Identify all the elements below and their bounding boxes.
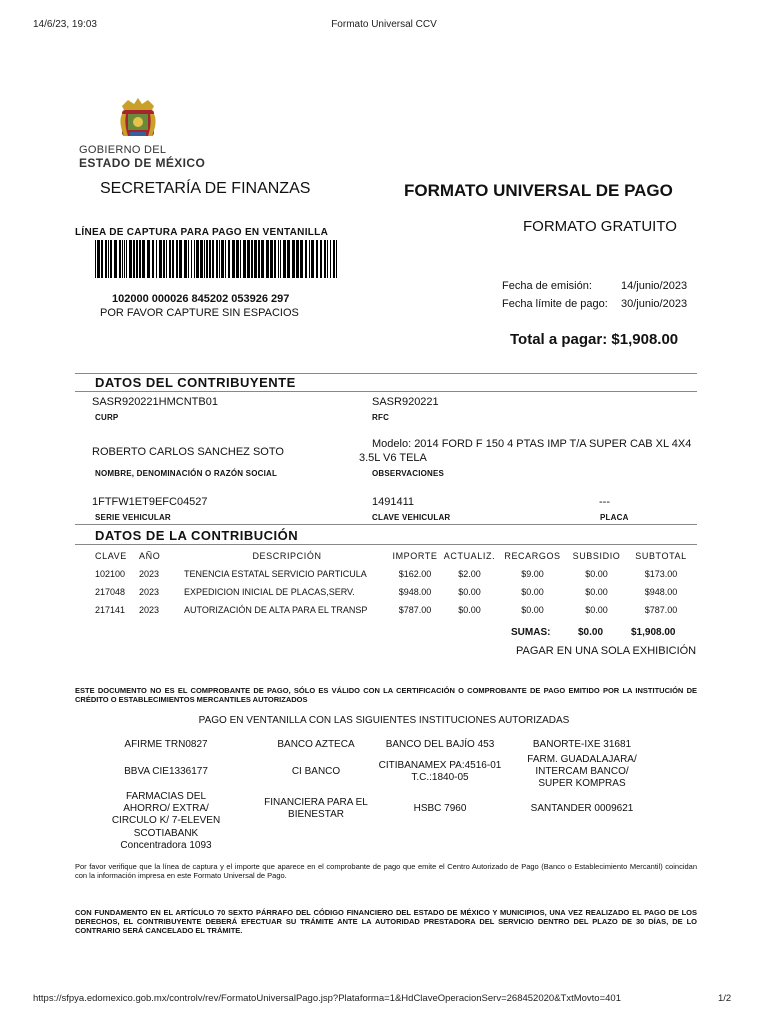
col-header-subsidio: SUBSIDIO — [572, 551, 621, 561]
curp-label: CURP — [95, 413, 119, 422]
observaciones-label: OBSERVACIONES — [372, 469, 445, 478]
observaciones-line1: Modelo: 2014 FORD F 150 4 PTAS IMP T/A SUPER CAB XL 4X4 — [372, 438, 692, 450]
placa-value: --- — [599, 496, 610, 508]
cell-recargos: $9.00 — [521, 569, 544, 579]
table-row — [95, 583, 695, 601]
institucion-financiera-bienestar — [246, 797, 386, 821]
contribucion-section-title: DATOS DE LA CONTRIBUCIÓN — [95, 528, 299, 543]
cell-subtotal: $787.00 — [644, 605, 678, 615]
col-header-importe: IMPORTE — [392, 551, 438, 561]
serie-vehicular-value: 1FTFW1ET9EFC04527 — [92, 496, 208, 508]
sumas-label: SUMAS: — [511, 627, 551, 638]
col-header-actualiz: ACTUALIZ. — [443, 551, 496, 561]
cell-anio: 2023 — [139, 569, 160, 579]
col-header-subtotal: SUBTOTAL — [635, 551, 687, 561]
cell-recargos: $0.00 — [521, 605, 544, 615]
total-a-pagar: Total a pagar: $1,908.00 — [510, 331, 679, 348]
linea-captura-title: LÍNEA DE CAPTURA PARA PAGO EN VENTANILLA — [75, 227, 329, 238]
cell-anio: 2023 — [139, 605, 160, 615]
cell-subtotal: $948.00 — [644, 587, 678, 597]
cell-subtotal: $173.00 — [644, 569, 678, 579]
col-header-descripcion: DESCRIPCIÓN — [252, 551, 322, 561]
scotiabank-line1: SCOTIABANK — [133, 828, 199, 839]
fecha-emision-label: Fecha de emisión: — [502, 280, 592, 292]
section-divider — [75, 391, 697, 392]
rfc-label: RFC — [372, 413, 390, 422]
cell-clave: 217141 — [95, 605, 126, 615]
barcode — [95, 240, 341, 278]
cell-subsidio: $0.00 — [585, 569, 608, 579]
table-header-row — [95, 547, 695, 565]
institucion-azteca: BANCO AZTECA — [277, 739, 355, 750]
instituciones-title: PAGO EN VENTANILLA CON LAS SIGUIENTES INSTITUCIONES AUTORIZADAS — [198, 715, 570, 726]
cell-importe: $787.00 — [398, 605, 432, 615]
table-row — [95, 565, 695, 583]
cell-actualiz: $0.00 — [458, 587, 481, 597]
cell-subsidio: $0.00 — [585, 587, 608, 597]
cell-importe: $948.00 — [398, 587, 432, 597]
scotiabank-line2: Concentradora 1093 — [120, 840, 212, 851]
sumas-subtotal: $1,908.00 — [631, 627, 676, 638]
placa-label: PLACA — [600, 513, 629, 522]
cell-importe: $162.00 — [398, 569, 432, 579]
aviso-comprobante: ESTE DOCUMENTO NO ES EL COMPROBANTE DE PAGO, SÓLO ES VÁLIDO CON LA CERTIFICACIÓN O COMPROBANTE DE PAGO EMITIDO POR LA INSTITUCIÓN DE CRÉDITO O ESTABLECIMIENTOS MERCANTILES AUTORIZADOS — [75, 686, 697, 704]
clave-vehicular-value: 1491411 — [372, 496, 415, 508]
cell-actualiz: $2.00 — [458, 569, 481, 579]
institucion-hsbc: HSBC 7960 — [413, 803, 467, 814]
table-row — [95, 601, 695, 619]
institucion-santander: SANTANDER 0009621 — [530, 803, 634, 814]
fundamento-notice: CON FUNDAMENTO EN EL ARTÍCULO 70 SEXTO PÁRRAFO DEL CÓDIGO FINANCIERO DEL ESTADO DE MÉXICO Y MUNICIPIOS, UNA VEZ REALIZADO EL PAGO DE LOS DERECHOS, EL CONTRIBUYENTE DEBERÁ EFECTUAR SU TRÁMITE ANTE LA AUTORIDAD PRESTADORA DEL SERVICIO DENTRO DEL PLAZO DE 30 DÍAS, DE LO CONTRARIO SERÁ CANCELADO EL TRÁMITE. — [75, 908, 697, 935]
contribuyente-section-title: DATOS DEL CONTRIBUYENTE — [95, 375, 296, 390]
nombre-label: NOMBRE, DENOMINACIÓN O RAZÓN SOCIAL — [95, 469, 278, 478]
section-divider — [75, 524, 697, 525]
institucion-bbva: BBVA CIE1336177 — [124, 766, 208, 777]
cell-subsidio: $0.00 — [585, 605, 608, 615]
cell-descripcion: AUTORIZACIÓN DE ALTA PARA EL TRANSP — [184, 605, 368, 615]
institucion-farm-guadalajara — [512, 754, 652, 790]
institucion-citibanamex — [370, 760, 510, 784]
farmacias-line2: AHORRO/ EXTRA/ — [123, 803, 209, 814]
observaciones-line2: 3.5L V6 TELA — [359, 452, 427, 464]
cell-actualiz: $0.00 — [458, 605, 481, 615]
page-number: 1/2 — [718, 993, 732, 1004]
institucion-banorte: BANORTE-IXE 31681 — [532, 739, 632, 750]
farm-guadalajara-line1: FARM. GUADALAJARA/ — [527, 754, 637, 765]
cell-descripcion: TENENCIA ESTATAL SERVICIO PARTICULA — [184, 569, 367, 579]
institucion-bajio: BANCO DEL BAJÍO 453 — [385, 739, 495, 750]
linea-captura-number: 102000 000026 845202 053926 297 — [112, 293, 290, 305]
contribucion-table — [95, 547, 695, 619]
print-datetime: 14/6/23, 19:03 — [33, 19, 97, 30]
cell-clave: 217048 — [95, 587, 126, 597]
cell-descripcion: EXPEDICION INICIAL DE PLACAS,SERV. — [184, 587, 355, 597]
print-title: Formato Universal CCV — [331, 19, 437, 30]
col-header-anio: AÑO — [139, 551, 161, 561]
fecha-emision-value: 14/junio/2023 — [621, 280, 688, 292]
col-header-recargos: RECARGOS — [504, 551, 561, 561]
farmacias-line1: FARMACIAS DEL — [125, 791, 207, 802]
farm-guadalajara-line2: INTERCAM BANCO/ — [535, 766, 629, 777]
pagar-una-exhibicion: PAGAR EN UNA SOLA EXHIBICIÓN — [516, 645, 697, 657]
logo-line2: ESTADO DE MÉXICO — [79, 156, 206, 170]
institucion-cibanco: CI BANCO — [291, 766, 341, 777]
estado-de-mexico-emblem-icon — [112, 92, 164, 144]
footer-url: https://sfpya.edomexico.gob.mx/controlv/rev/FormatoUniversalPago.jsp?Plataforma=1&HdClaveOperacionServ=268452020&TxtMovto=401 — [33, 993, 621, 1004]
cell-recargos: $0.00 — [521, 587, 544, 597]
form-subtitle: FORMATO GRATUITO — [523, 218, 677, 235]
clave-vehicular-label: CLAVE VEHICULAR — [372, 513, 451, 522]
rfc-value: SASR920221 — [372, 396, 439, 408]
farm-guadalajara-line3: SUPER KOMPRAS — [538, 778, 626, 789]
farmacias-line3: CIRCULO K/ 7-ELEVEN — [111, 815, 221, 826]
section-divider — [75, 544, 697, 545]
section-divider — [75, 373, 697, 374]
sumas-subsidio: $0.00 — [578, 627, 604, 638]
cell-anio: 2023 — [139, 587, 160, 597]
fecha-limite-label: Fecha límite de pago: — [502, 298, 608, 310]
verifique-notice: Por favor verifique que la línea de captura y el importe que aparece en el comprobante de pago que emite el Centro Autorizado de Pago (Banco o Establecimiento Mercantil) coincidan con la información impresa en este Formato Universal de Pago. — [75, 862, 697, 880]
institucion-scotiabank — [96, 828, 236, 852]
cell-clave: 102100 — [95, 569, 126, 579]
secretaria-title: SECRETARÍA DE FINANZAS — [100, 180, 311, 197]
citibanamex-line1: CITIBANAMEX PA:4516-01 — [378, 760, 502, 771]
nombre-value: ROBERTO CARLOS SANCHEZ SOTO — [92, 446, 284, 458]
citibanamex-line2: T.C.:1840-05 — [411, 772, 469, 783]
capture-instruction: POR FAVOR CAPTURE SIN ESPACIOS — [100, 307, 299, 319]
col-header-clave: CLAVE — [95, 551, 127, 561]
form-title: FORMATO UNIVERSAL DE PAGO — [404, 181, 673, 200]
institucion-farmacias-ahorro — [96, 791, 236, 827]
serie-vehicular-label: SERIE VEHICULAR — [95, 513, 171, 522]
fecha-limite-value: 30/junio/2023 — [621, 298, 688, 310]
financiera-line1: FINANCIERA PARA EL — [264, 797, 368, 808]
financiera-line2: BIENESTAR — [288, 809, 344, 820]
logo-line1: GOBIERNO DEL — [79, 144, 167, 156]
curp-value: SASR920221HMCNTB01 — [92, 396, 218, 408]
institucion-afirme: AFIRME TRN0827 — [124, 739, 208, 750]
